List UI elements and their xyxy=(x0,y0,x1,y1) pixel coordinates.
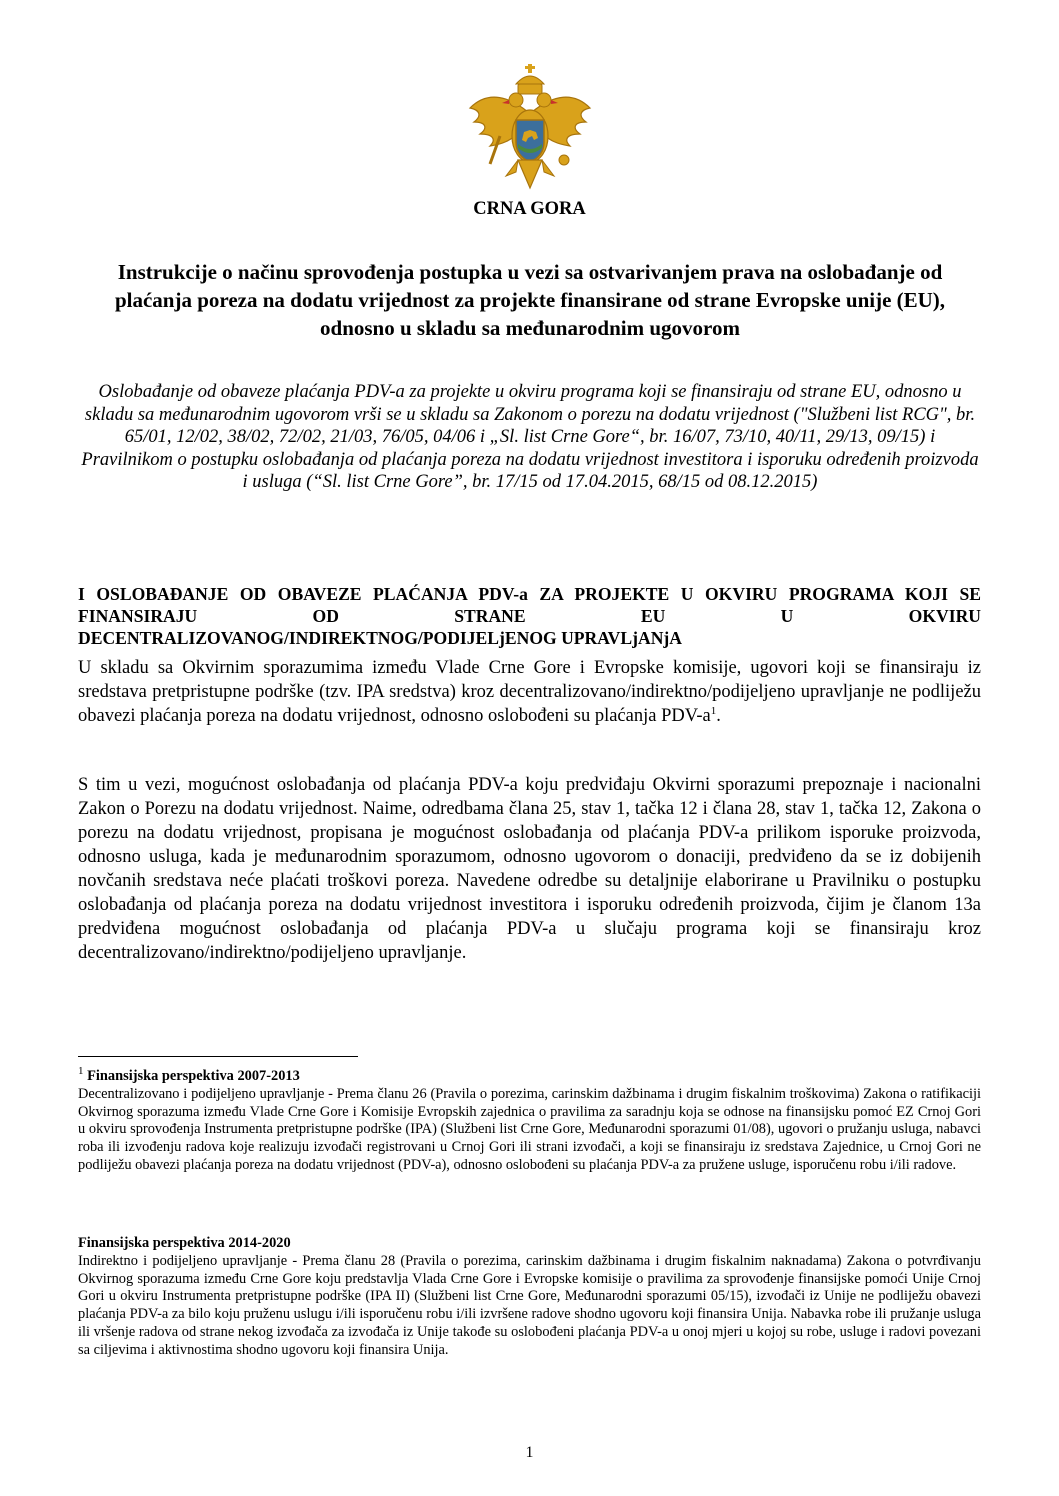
section-heading-line-2: DECENTRALIZOVANOG/INDIREKTNOG/PODIJELjENOG UPRAVLjANjA xyxy=(78,628,682,648)
footnote-marker: 1 xyxy=(78,1065,84,1078)
intro-paragraph: Oslobađanje od obaveze plaćanja PDV-a za projekte u okviru programa koji se finansiraju od strane EU, odnosno u skladu sa međunarodnim ugovorom vrši se u skladu sa Zakonom o porezu na dodatu vrijednost ("Službeni list RCG", br. 65/01, 12/02, 38/02, 72/02, 21/03, 76/05, 04/06 i „Sl. list Crne Gore“, br. 16/07, 73/10, 40/11, 29/13, 09/15) i Pravilnikom o postupku oslobađanja od plaćanja poreza na dodatu vrijednost investitora i isporuku određenih proizvoda i usluga (“Sl. list Crne Gore”, br. 17/15 od 17.04.2015, 68/15 od 08.12.2015) xyxy=(81,382,979,492)
footnote-ref[interactable]: 1 xyxy=(710,704,717,717)
footnote-2 xyxy=(78,1235,981,1360)
paragraph-1 xyxy=(78,656,981,728)
coat-of-arms-icon xyxy=(466,64,594,194)
footnote-1-text: Decentralizovano i podijeljeno upravljanje - Prema članu 26 (Pravila o porezima, carinskim dažbinama i drugim fiskalnim troškovima) Zakona o ratifikaciji Okvirnog sporazuma između Vlade Crne Gore i Komisije Evropskih zajednica o pravilima za saradnju koja se odnose na finansijsku pomoć EZ Crnoj Gori u okviru sprovođenja Instrumenta pretpristupne podrške (IPA) (Službeni list Crne Gore, Međunarodni sporazumi 01/08), ugovori o pružanju usluga, nabavci roba ili izvođenju radova koje realizuju izvođači registrovani u Crnoj Gori ili strani izvođači, a koji se finansiraju iz sredstava Zajednice, u Crnoj Gori ne podliježu obavezi plaćanja poreza na dodatu vrijednost (PDV-a), odnosno oslobođeni su plaćanja PDV-a za pružene usluge, isporučenu robu i/ili radove. xyxy=(78,1085,981,1173)
paragraph-2: S tim u vezi, mogućnost oslobađanja od plaćanja PDV-a koju predviđaju Okvirni sporazumi prepoznaje i nacionalni Zakon o Porezu na dodatu vrijednost. Naime, odredbama člana 25, stav 1, tačka 12 i člana 28, stav 1, tačka 12, Zakona o porezu na dodatu vrijednost, propisana je mogućnost oslobađanja od plaćanja PDV-a prilikom isporuke proizvoda, odnosno usluga, kada je međunarodnim sporazumom, odnosno ugovorom o donaciji, predviđeno da se iz dobijenih novčanih sredstava neće plaćati troškovi poreza. Navedene odredbe su detaljnije elaborirane u Pravilniku o postupku oslobađanja od plaćanja poreza na dodatu vrijednost investitora i isporuku određenih proizvoda, čijim je članom 13a predviđena mogućnost oslobađanja od plaćanja PDV-a u slučaju programa koji se finansiraju kroz decentralizovano/indirektno/podijeljeno upravljanje. xyxy=(78,775,981,963)
paragraph-1-end: . xyxy=(716,706,721,726)
footnote-2-text: Indirektno i podijeljeno upravljanje - Prema članu 28 (Pravila o porezima, carinskim dažbinama i drugim fiskalnim naknadama) Zakona o potvrđivanju Okvirnog sporazuma između Crne Gore koju predstavlja Vlada Crne Gore i Evropske komisije o pravilima za sprovođenje finansijske pomoći Unije Crnoj Gori u okviru Instrumenta pretpristupne podrške (IPA II) (Službeni list Crne Gore, Međunarodni sporazumi 05/15), izvođači iz Unije ne podliježu obavezi plaćanja PDV-a za bilo koju pruženu uslugu i/ili isporučenu robu i/ili izvršene radove shodno ugovoru koji finansira Unija. Nabavka robe ili pružanje usluga ili vršenje radova od strane nekog izvođača za izvođača iz Unije takođe su oslobođeni plaćanja PDV-a u onoj mjeri u kojoj su robe, usluge i radovi povezani sa ciljevima i aktivnostima shodno ugovoru koji finansira Unija. xyxy=(78,1252,981,1358)
crown-icon xyxy=(516,64,544,94)
footnote-2-heading: Finansijska perspektiva 2014-2020 xyxy=(78,1235,291,1251)
section-heading xyxy=(78,583,981,649)
footnote-1 xyxy=(78,1065,981,1175)
footnote-1-heading xyxy=(78,1065,981,1086)
footnote-separator xyxy=(78,1056,358,1057)
footnote-1-heading-text: Finansijska perspektiva 2007-2013 xyxy=(87,1068,300,1084)
section-heading-line-1: I OSLOBAĐANJE OD OBAVEZE PLAĆANJA PDV-a ZA PROJEKTE U OKVIRU PROGRAMA KOJI SE FINANSIRAJU OD STRANE EU U OKVIRU xyxy=(78,584,981,626)
document-title: Instrukcije o načinu sprovođenja postupka u vezi sa ostvarivanjem prava na oslobađanje od plaćanja poreza na dodatu vrijednost za projekte finansirane od strane Evropske unije (EU), odnosno u skladu sa međunarodnim ugovorom xyxy=(114,260,946,340)
country-name: CRNA GORA xyxy=(473,199,586,219)
paragraph-1-text: U skladu sa Okvirnim sporazumima između Vlade Crne Gore i Evropske komisije, ugovori koji se finansiraju iz sredstava pretpristupne podrške (tzv. IPA sredstva) kroz decentralizovano/indirektno/podijeljeno upravljanje ne podliježu obavezi plaćanja poreza na dodatu vrijednost, odnosno oslobođeni su plaćanja PDV-a xyxy=(78,658,981,726)
page-number: 1 xyxy=(525,1444,534,1461)
